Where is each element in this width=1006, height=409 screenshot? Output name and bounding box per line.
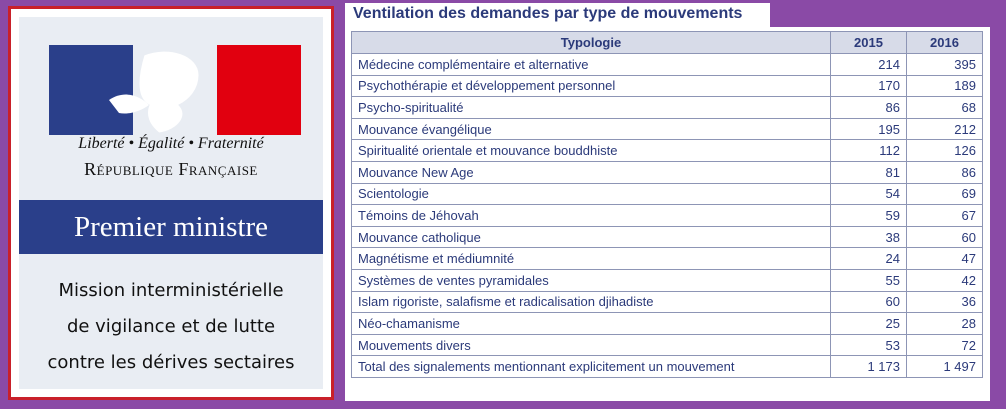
value-2015-cell: 112 [831,140,907,162]
typology-cell: Mouvance catholique [352,226,831,248]
value-2015-cell: 54 [831,183,907,205]
value-2016-cell: 36 [907,291,983,313]
table-total-row [352,356,983,378]
value-2015-cell: 38 [831,226,907,248]
value-2015-cell: 195 [831,118,907,140]
table-row [352,75,983,97]
value-2015-cell: 214 [831,54,907,76]
value-2016-cell: 68 [907,97,983,119]
value-2015-cell: 55 [831,269,907,291]
typology-cell: Témoins de Jéhovah [352,205,831,227]
marianne-flag-icon [49,45,301,135]
logo-inner [19,17,323,389]
table-row [352,313,983,335]
value-2016-cell: 1 497 [907,356,983,378]
table-row [352,54,983,76]
typology-cell: Psychothérapie et développement personnel [352,75,831,97]
typology-cell: Mouvements divers [352,334,831,356]
table-row [352,97,983,119]
typology-cell: Néo-chamanisme [352,313,831,335]
value-2015-cell: 86 [831,97,907,119]
table-title-bar [345,3,770,28]
value-2016-cell: 212 [907,118,983,140]
typology-cell: Systèmes de ventes pyramidales [352,269,831,291]
table-header-row [352,32,983,54]
typology-cell: Scientologie [352,183,831,205]
value-2016-cell: 47 [907,248,983,270]
table-row [352,161,983,183]
value-2016-cell: 86 [907,161,983,183]
table-row [352,226,983,248]
table-row [352,248,983,270]
table-row [352,140,983,162]
value-2016-cell: 42 [907,269,983,291]
value-2015-cell: 59 [831,205,907,227]
typology-cell: Total des signalements mentionnant explicitement un mouvement [352,356,831,378]
value-2016-cell: 60 [907,226,983,248]
table-row [352,269,983,291]
value-2016-cell: 395 [907,54,983,76]
table-row [352,291,983,313]
typology-cell: Mouvance évangélique [352,118,831,140]
typology-cell: Magnétisme et médiumnité [352,248,831,270]
table-row [352,183,983,205]
table-container [345,27,990,401]
value-2016-cell: 189 [907,75,983,97]
typology-cell: Mouvance New Age [352,161,831,183]
value-2015-cell: 1 173 [831,356,907,378]
republic-name: République Française [84,159,258,179]
table-row [352,118,983,140]
republic-motto: Liberté • Égalité • Fraternité [78,135,264,152]
value-2016-cell: 28 [907,313,983,335]
value-2016-cell: 69 [907,183,983,205]
value-2015-cell: 60 [831,291,907,313]
value-2015-cell: 170 [831,75,907,97]
value-2015-cell: 81 [831,161,907,183]
table-row [352,205,983,227]
value-2016-cell: 67 [907,205,983,227]
header-typologie: Typologie [352,32,831,54]
premier-ministre-band: Premier ministre [19,200,323,254]
value-2016-cell: 126 [907,140,983,162]
value-2015-cell: 24 [831,248,907,270]
value-2015-cell: 25 [831,313,907,335]
header-2016: 2016 [907,32,983,54]
typology-cell: Islam rigoriste, salafisme et radicalisation djihadiste [352,291,831,313]
mission-line: de vigilance et de lutte [66,316,276,337]
header-2015: 2015 [831,32,907,54]
movements-table [351,31,983,378]
table-row [352,334,983,356]
typology-cell: Psycho-spiritualité [352,97,831,119]
value-2015-cell: 53 [831,334,907,356]
table-title: Ventilation des demandes par type de mouvements [353,5,743,22]
mission-line: Mission interministérielle [58,280,284,301]
logo-panel [8,6,334,400]
typology-cell: Spiritualité orientale et mouvance bouddhiste [352,140,831,162]
mission-line: contre les dérives sectaires [47,352,295,373]
value-2016-cell: 72 [907,334,983,356]
mission-text [19,273,323,381]
typology-cell: Médecine complémentaire et alternative [352,54,831,76]
